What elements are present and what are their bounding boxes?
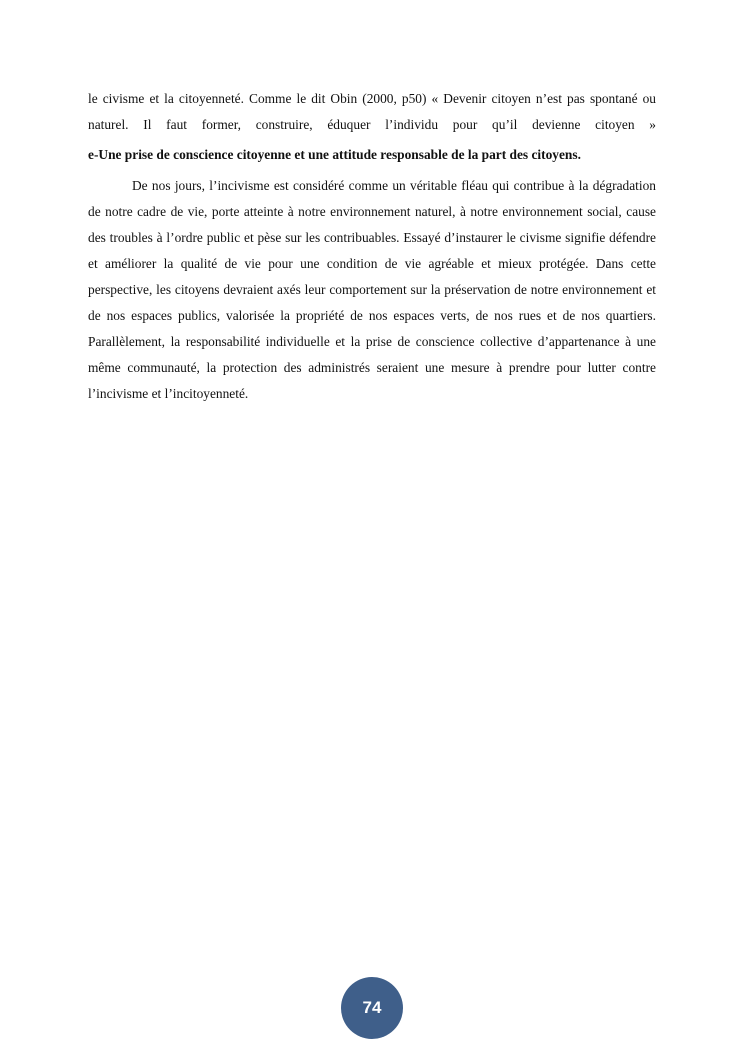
intro-paragraph: le civisme et la citoyenneté. Comme le dit Obin (2000, p50) « Devenir citoyen n’est pas spontané ou naturel. Il faut former, construire, éduquer l’individu pour qu’il devienne citoyen » xyxy=(88,91,656,132)
body-paragraph: De nos jours, l’incivisme est considéré comme un véritable fléau qui contribue à la dégradation de notre cadre de vie, porte atteinte à notre environnement naturel, à notre environnement social, cause des troubles à l’ordre public et pèse sur les contribuables. Essayé d’instaurer le civisme signifie défendre et améliorer la qualité de vie pour une condition de vie agréable et mieux protégée. Dans cette perspective, les citoyens devraient axés leur comportement sur la préservation de notre environnement et de nos espaces publics, valorisée la propriété de nos espaces verts, de nos rues et de nos quartiers. Parallèlement, la responsabilité individuelle et la prise de conscience collective d’appartenance à une même communauté, la protection des administrés seraient une mesure à prendre pour lutter contre l’incivisme et l’incitoyenneté. xyxy=(88,178,656,401)
document-page xyxy=(88,86,656,407)
page-number-badge: 74 xyxy=(341,977,403,1039)
section-heading: e-Une prise de conscience citoyenne et une attitude responsable de la part des citoyens. xyxy=(88,147,581,162)
